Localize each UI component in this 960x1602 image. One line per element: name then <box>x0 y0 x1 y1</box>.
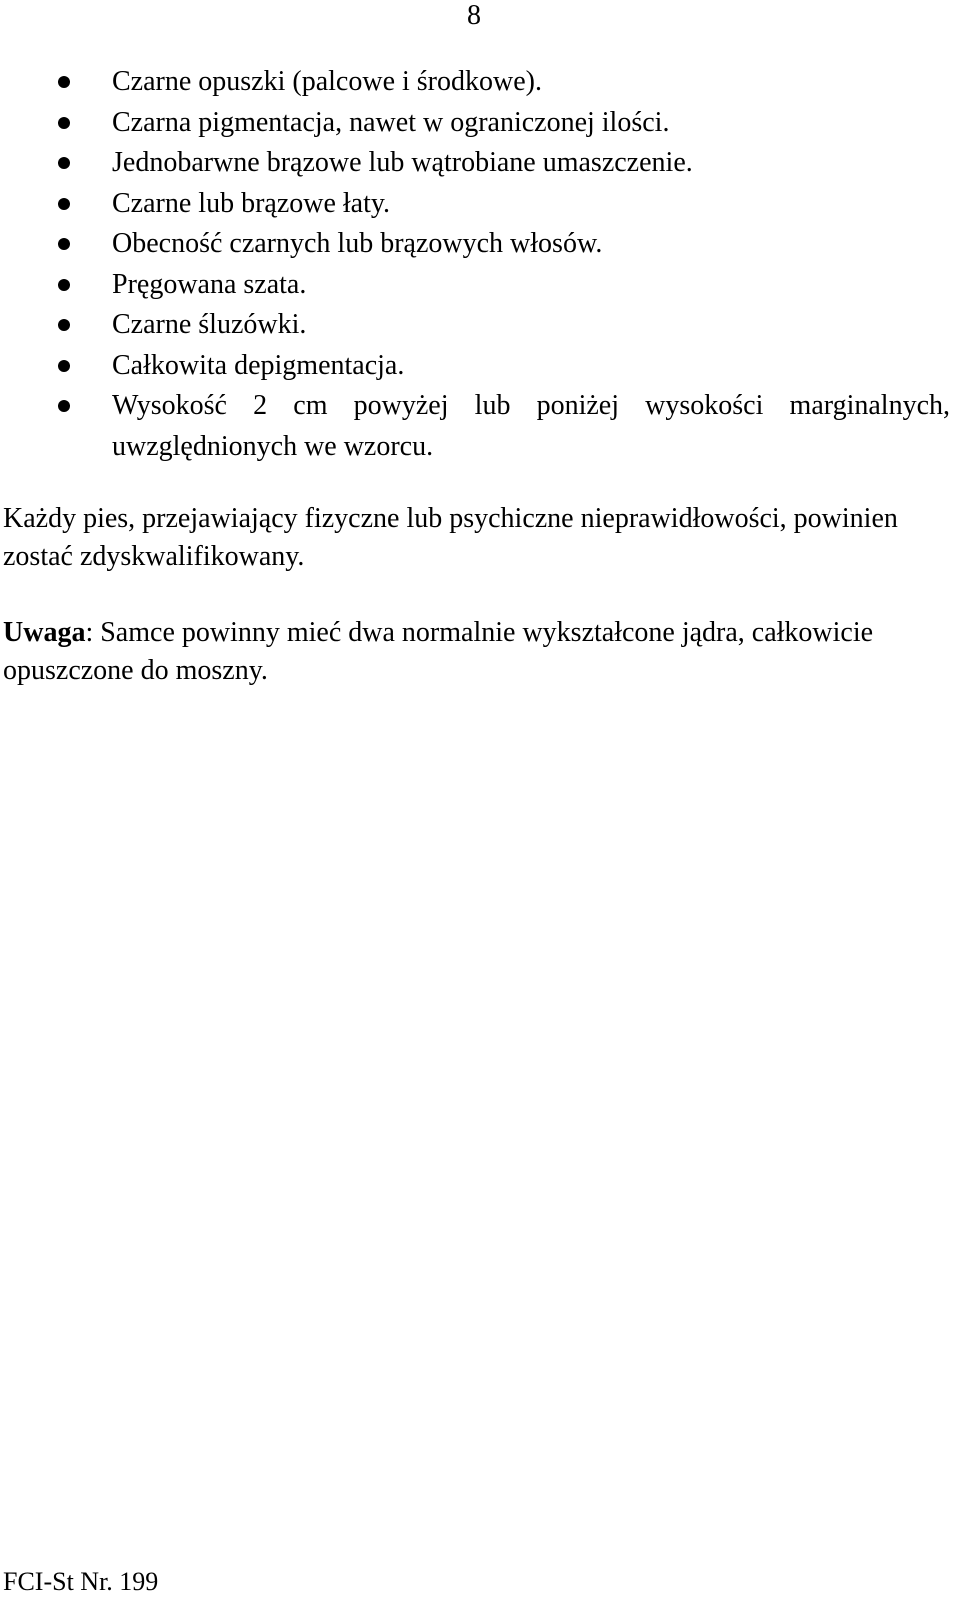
bullet-icon <box>58 279 70 291</box>
bullet-icon <box>58 360 70 372</box>
bullet-icon <box>58 238 70 250</box>
bullet-icon <box>58 157 70 169</box>
list-item <box>0 103 960 144</box>
faults-bullet-list <box>0 62 960 467</box>
list-item-text: Czarne śluzówki. <box>112 309 307 340</box>
list-item-text: Pręgowana szata. <box>112 268 307 300</box>
list-item <box>0 386 960 467</box>
bullet-icon <box>58 117 70 129</box>
page-footer: FCI-St Nr. 199 <box>3 1567 159 1596</box>
note-separator: : <box>85 617 94 648</box>
bullet-icon <box>58 400 70 412</box>
disqualification-paragraph: Każdy pies, przejawiający fizyczne lub psychiczne nieprawidłowości, powinien zostać zdyskwalifikowany. <box>3 503 898 572</box>
note-paragraph <box>3 614 943 690</box>
list-item-text: Jednobarwne brązowe lub wątrobiane umaszczenie. <box>112 147 693 178</box>
bullet-icon <box>58 198 70 210</box>
list-item <box>0 265 960 306</box>
bullet-icon <box>58 319 70 331</box>
page-number: 8 <box>467 0 481 31</box>
list-item <box>0 184 960 225</box>
bullet-icon <box>58 76 70 88</box>
list-item <box>0 224 960 265</box>
note-text: Samce powinny mieć dwa normalnie wykształcone jądra, całkowicie opuszczone do moszny. <box>3 617 874 686</box>
list-item-text: Czarne opuszki (palcowe i środkowe). <box>112 66 542 97</box>
list-item-text: Czarna pigmentacja, nawet w ograniczonej ilości. <box>112 106 670 138</box>
note-label: Uwaga <box>3 617 86 648</box>
list-item-text: Całkowita depigmentacja. <box>112 349 405 381</box>
list-item-text: Czarne lub brązowe łaty. <box>112 187 391 219</box>
list-item-text: Obecność czarnych lub brązowych włosów. <box>112 228 603 259</box>
list-item-text: Wysokość 2 cm powyżej lub poniżej wysokości marginalnych, uwzględnionych we wzorcu. <box>112 390 950 462</box>
list-item <box>0 346 960 387</box>
list-item <box>0 143 960 184</box>
list-item <box>0 305 960 346</box>
list-item <box>0 62 960 103</box>
